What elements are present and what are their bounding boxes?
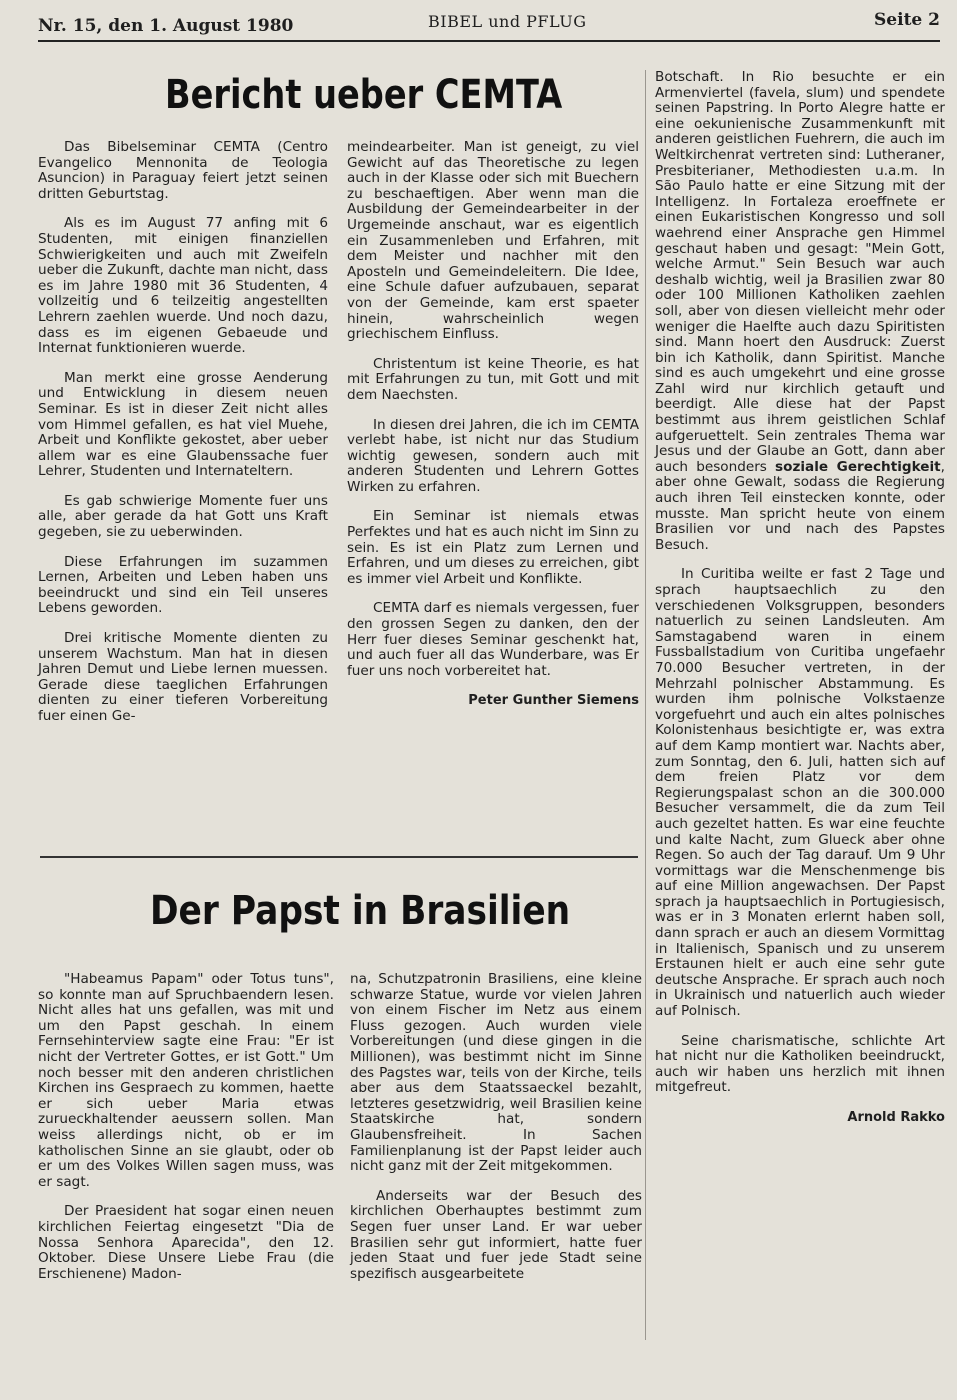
paragraph: Ein Seminar ist niemals etwas Perfektes und hat es auch nicht im Sinn zu sein. Es ist ein Platz zum Lernen und Erfahren, und um dieses zu erreichen, gibt es immer viel Arbeit und Konflikte. xyxy=(347,508,639,587)
page-number: Seite 2 xyxy=(874,10,940,30)
article1-author: Peter Gunther Siemens xyxy=(468,693,639,709)
article1-column-2 xyxy=(347,140,639,709)
paragraph: CEMTA darf es niemals vergessen, fuer den grossen Segen zu danken, den der Herr fuer dieses Seminar geschenkt hat, und auch fuer all das Wunderbare, was Er fuer uns noch vorbereitet hat. xyxy=(347,600,639,679)
paragraph: Christentum ist keine Theorie, es hat mit Erfahrungen zu tun, mit Gott und mit dem Naechsten. xyxy=(347,355,639,403)
paragraph: Seine charismatische, schlichte Art hat nicht nur die Katholiken beeindruckt, auch wir haben uns herzlich mit ihnen mitgefreut. xyxy=(655,1032,945,1096)
article2-author: Arnold Rakko xyxy=(847,1110,945,1125)
paragraph: Anderseits war der Besuch des kirchlichen Oberhauptes bestimmt zum Segen fuer unser Land. Er war ueber Brasilien sehr gut informiert, hatte fuer jeden Staat und fuer jede Stadt seine spezifisch ausgearbeitete xyxy=(350,1187,642,1282)
article1-column-1 xyxy=(38,140,328,725)
column-divider xyxy=(645,70,646,1340)
paragraph: In diesen drei Jahren, die ich im CEMTA verlebt habe, ist nicht nur das Studium wichtig gewesen, sondern auch mit anderen Studenten und Lehrern Gottes Wirken zu erfahren. xyxy=(347,416,639,495)
paragraph: na, Schutzpatronin Brasiliens, eine kleine schwarze Statue, wurde vor vielen Jahren von einem Fischer im Netz aus einem Fluss gezogen. Auch wurden viele Vorbereitungen (und diese gingen in die Millionen), was bestimmt nicht im Sinne des Pagstes war, teils von der Kirche, teils aber aus dem Staatssaeckel bezahlt, letzteres gesetzwidrig, weil Brasilien keine Staatskirche hat, sondern Glaubensfreiheit. In Sachen Familienplanung ist der Papst leider auch nicht ganz mit der Zeit mitgekommen. xyxy=(350,971,642,1175)
article2-column-2 xyxy=(350,972,642,1282)
paragraph-text: Botschaft. In Rio besuchte er ein Armenviertel (favela, slum) und spendete seinen Papstring. In Porto Alegre hatte er eine oekunienische Zusammenkunft mit anderen geistlichen Fuehrern, die auch im Weltkirchenrat vertreten sind: Lutheraner, Presbiterianer, Methodiesten u.a.m. In São Paulo hatte er eine Sitzung mit der Intelligenz. In Fortaleza eroeffnete er einen Eukaristischen Kongresso und soll waehrend einer Ansprache gen Himmel geschaut haben und gesagt: "Mein Gott, welche Armut." Sein Besuch war auch deshalb wichtig, weil ja Brasilien zwar 80 oder 100 Millionen Katholiken zaehlen soll, aber von diesen vielleicht mehr oder weniger die Haelfte auch dazu Spiritisten sind. Mann hoert den Ausdruck: Zuerst bin ich Katholik, dann Spiritist. Manche sind es auch umgekehrt und eine grosse Zahl wird nur kirchlich getauft und beerdigt. Alle diese hat der Papst bestimmt aus ihrem geistlichen Schlaf aufgeruettelt. Sein zentrales Thema war Jesus und der Glaube an Gott, dann aber auch besonders xyxy=(655,69,945,475)
paragraph: Als es im August 77 anfing mit 6 Studenten, mit einigen finanziellen Schwierigkeiten und auch mit Zweifeln ueber die Zukunft, dachte man nicht, dass es im Jahre 1980 mit 36 Studenten, 4 vollzeitig und 6 teilzeitig angestellten Lehrern zaehlen wuerde. Und noch dazu, dass es im eigenen Gebaeude und Internat funktionieren wuerde. xyxy=(38,215,328,357)
publication-name: BIBEL und PFLUG xyxy=(428,12,587,31)
issue-date: Nr. 15, den 1. August 1980 xyxy=(38,16,294,36)
page-header xyxy=(38,8,940,42)
paragraph-text: , aber ohne Gewalt, sodass die Regierung auch ihren Teil einstecken konnte, oder musste. Man spricht heute von einem Brasilien vor und nach des Papstes Besuch. xyxy=(655,458,945,553)
paragraph: Der Praesident hat sogar einen neuen kirchlichen Feiertag eingesetzt "Dia de Nossa Senhora Aparecida", den 12. Oktober. Diese Unsere Liebe Frau (die Erschienene) Madon- xyxy=(38,1203,334,1282)
paragraph: Drei kritische Momente dienten zu unserem Wachstum. Man hat in diesen Jahren Demut und Liebe lernen muessen. Gerade diese taeglichen Erfahrungen dienten zu einer tieferen Vorbereitung fuer einen Ge- xyxy=(38,630,328,724)
article2-column-1 xyxy=(38,972,334,1282)
paragraph: Diese Erfahrungen im suzammen Lernen, Arbeiten und Leben haben uns beeindruckt und sind ein Teil unseres Lebens geworden. xyxy=(38,553,328,617)
article-divider xyxy=(40,856,638,858)
header-divider xyxy=(38,40,940,42)
paragraph: Es gab schwierige Momente fuer uns alle, aber gerade da hat Gott uns Kraft gegeben, sie zu ueberwinden. xyxy=(38,492,328,541)
paragraph: Man merkt eine grosse Aenderung und Entwicklung in diesem neuen Seminar. Es ist in dieser Zeit nicht alles vom Himmel gefallen, es hat viel Muehe, Arbeit und Konflikte gekostet, aber ueber allem war es eine Glaubenssache fuer Lehrer, Studenten und Internateltern. xyxy=(38,369,328,480)
paragraph: Das Bibelseminar CEMTA (Centro Evangelico Mennonita de Teologia Asuncion) in Paraguay feiert jetzt seinen dritten Geburtstag. xyxy=(38,139,328,202)
article2-title: Der Papst in Brasilien xyxy=(150,888,571,934)
paragraph xyxy=(655,70,945,553)
article2-column-3 xyxy=(655,70,945,1126)
paragraph: In Curitiba weilte er fast 2 Tage und sprach hauptsaechlich zu den verschiedenen Volksgruppen, besonders natuerlich zu seinen Landsleuten. Am Samstagabend waren in einem Fussballstadium von Curitiba ungefaehr 70.000 Besucher vertreten, in der Mehrzahl polnischer Abstammung. Es wurden ihm polnische Volkstaenze vorgefuehrt und auch ein altes polnisches Kolonistenhaus besichtigte er, was extra auf dem Kamp montiert war. Nachts aber, zum Sonntag, den 6. Juli, hatten sich auf dem freien Platz vor dem Regierungspalast schon an die 300.000 Besucher versammelt, die da zum Teil auch gezeltet hatten. Es war eine feuchte und kalte Nacht, zum Glueck aber ohne Regen. So auch der Tag darauf. Um 9 Uhr vormittags war die Menschenmenge bis auf eine Million angewachsen. Der Papst sprach ja hauptsaechlich in Portugiesisch, was er in 3 Monaten erlernt haben soll, dann sprach er auch an diesem Vormittag in Italienisch, Spanisch und zu unserem Erstaunen hielt er auch eine sehr gute deutsche Ansprache. Er sprach auch noch in Ukrainisch und natuerlich auch wieder auf Polnisch. xyxy=(655,566,945,1020)
emphasis-text: soziale Gerechtigkeit xyxy=(775,458,941,475)
paragraph: meindearbeiter. Man ist geneigt, zu viel Gewicht auf das Theoretische zu legen auch in der Klasse oder sich mit Buechern zu beschaeftigen. Aber wenn man die Ausbildung der Gemeindearbeiter in der Urgemeinde anschaut, war es eigentlich ein Zusammenleben und Erfahren, mit dem Meister und nachher mit den Aposteln und Gemeindeleitern. Die Idee, eine Schule dafuer aufzubauen, separat von der Gemeinde, kam erst spaeter hinein, wahrscheinlich wegen griechischem Einfluss. xyxy=(347,139,639,343)
paragraph: "Habeamus Papam" oder Totus tuns", so konnte man auf Spruchbaendern lesen. Nicht alles hat uns gefallen, was mit und um den Papst geschah. In einem Fernsehinterview sagte eine Frau: "Er ist nicht der Vertreter Gottes, er ist Gott." Um noch besser mit den anderen christlichen Kirchen ins Gespraech zu kommen, haette er sich ueber Maria etwas zurueckhaltender aeussern sollen. Man weiss allerdings nicht, ob er im katholischen Sinne an sie glaubt, oder ob er um des Volkes Willen sagen muss, was er sagt. xyxy=(38,971,334,1190)
article1-title: Bericht ueber CEMTA xyxy=(165,72,563,118)
